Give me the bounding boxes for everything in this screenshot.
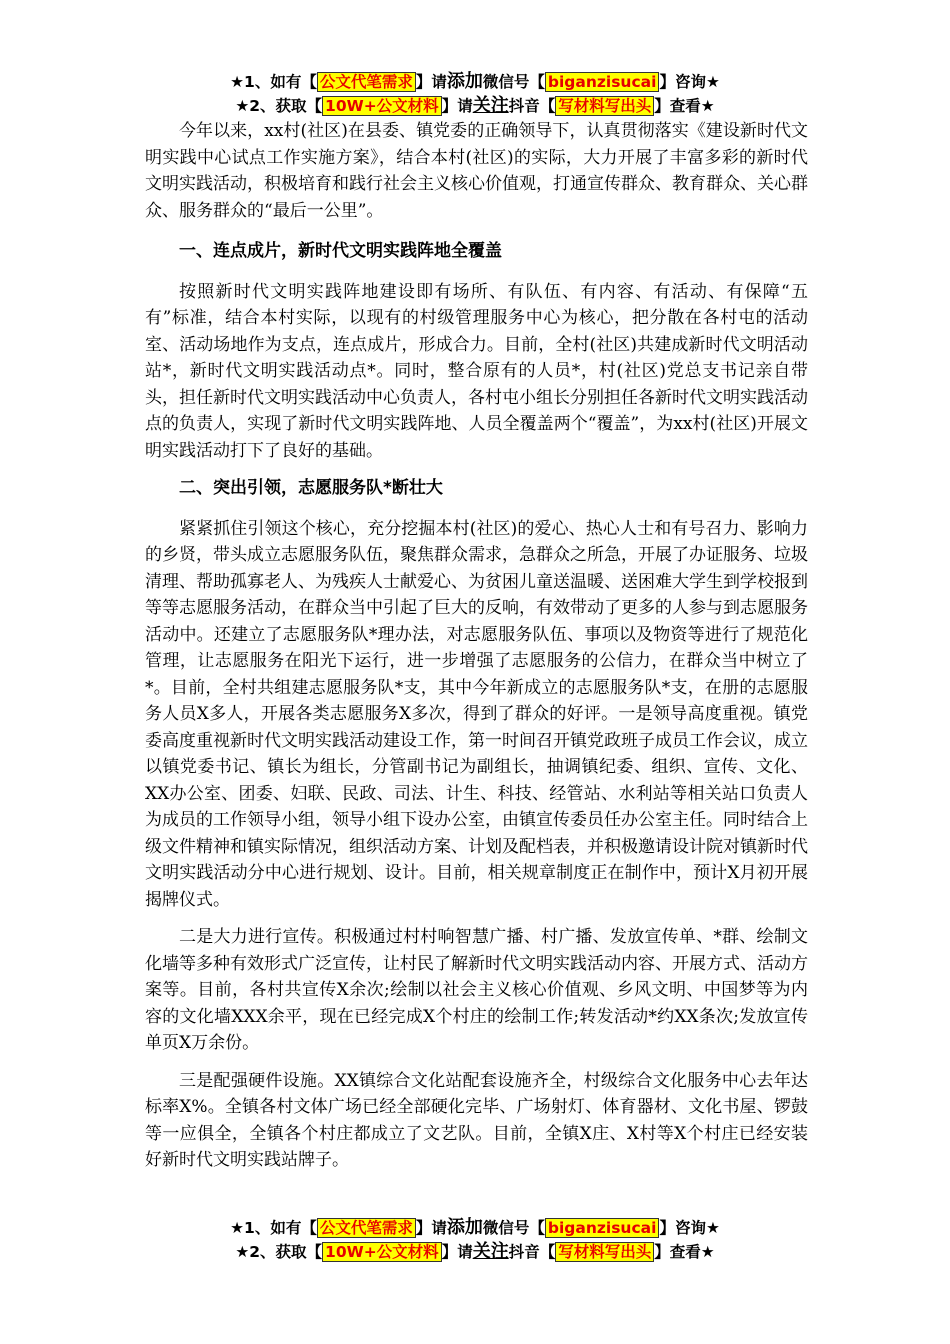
promo-highlight-materials: 10W+公文材料 [322, 1242, 442, 1262]
promo-banner-bottom [0, 1216, 950, 1264]
section-heading-2: 二、突出引领，志愿服务队*断壮大 [179, 478, 443, 498]
promo-text: 微信号【 [482, 73, 545, 91]
promo-highlight-service: 公文代笔需求 [317, 1218, 416, 1238]
promo-emphasis: 关注 [472, 95, 509, 116]
body-paragraph-4: 三是配强硬件设施。XX镇综合文化站配套设施齐全，村级综合文化服务中心去年达标率X%。全镇各村文体广场已经全部硬化完毕、广场射灯、体育器材、文化书屋、锣鼓等一应俱全，全镇各个村庄都成立了文艺队。目前，全镇X庄、X村等X个村庄已经安装好新时代文明实践站牌子。 [145, 1070, 808, 1170]
promo-text: 抖音【 [508, 97, 556, 115]
body-paragraph-1: 按照新时代文明实践阵地建设即有场所、有队伍、有内容、有活动、有保障“五有”标准，结合本村实际，以现有的村级管理服务中心为核心，把分散在各村屯的活动室、活动场地作为支点，连点成片，形成合力。目前，全村(社区)共建成新时代文明活动站*，新时代文明实践活动点*。同时，整合原有的人员*，村(社区)党总支书记亲自带头，担任新时代文明实践活动中心负责人，各村屯小组长分别担任各新时代文明实践活动点的负责人，实现了新时代文明实践阵地、人员全覆盖两个“覆盖”，为xx村(社区)开展文明实践活动打下了良好的基础。 [145, 281, 808, 461]
promo-text: ★1、如有【 [230, 73, 317, 91]
promo-text: 】咨询★ [659, 1219, 720, 1237]
promo-text: ★1、如有【 [230, 1219, 317, 1237]
promo-text: ★2、获取【 [235, 1243, 323, 1261]
promo-line-2 [0, 94, 950, 118]
promo-text: 】咨询★ [659, 73, 720, 91]
promo-highlight-douyin: 写材料写出头 [555, 96, 654, 116]
promo-emphasis: 关注 [472, 1241, 509, 1262]
promo-line-1 [0, 1216, 950, 1240]
promo-highlight-service: 公文代笔需求 [317, 72, 416, 92]
body-paragraph-3: 二是大力进行宣传。积极通过村村响智慧广播、村广播、发放宣传单、*群、绘制文化墙等多种有效形式广泛宣传，让村民了解新时代文明实践活动内容、开展方式、活动方案等。目前，各村共宣传X余次;绘制以社会主义核心价值观、乡风文明、中国梦等为内容的文化墙XXX余平，现在已经完成X个村庄的绘制工作;转发活动*约XX条次;发放宣传单页X万余份。 [145, 927, 808, 1053]
promo-line-2 [0, 1240, 950, 1264]
document-body [145, 118, 808, 1185]
intro-paragraph: 今年以来，xx村(社区)在县委、镇党委的正确领导下，认真贯彻落实《建设新时代文明实践中心试点工作实施方案》，结合本村(社区)的实际，大力开展了丰富多彩的新时代文明实践活动，积极培育和践行社会主义核心价值观，打通宣传群众、教育群众、关心群众、服务群众的“最后一公里”。 [145, 121, 808, 221]
promo-text: 】请 [415, 73, 447, 91]
promo-highlight-wechat-id: biganzisucai [545, 72, 660, 92]
promo-text: 抖音【 [508, 1243, 556, 1261]
promo-line-1 [0, 70, 950, 94]
promo-text: 】请 [441, 1243, 473, 1261]
promo-emphasis: 添加 [446, 71, 483, 92]
promo-text: ★2、获取【 [235, 97, 323, 115]
promo-highlight-materials: 10W+公文材料 [322, 96, 442, 116]
promo-text: 微信号【 [482, 1219, 545, 1237]
promo-emphasis: 添加 [446, 1217, 483, 1238]
promo-banner-top [0, 70, 950, 118]
section-heading-1: 一、连点成片，新时代文明实践阵地全覆盖 [179, 241, 502, 261]
promo-highlight-douyin: 写材料写出头 [555, 1242, 654, 1262]
promo-highlight-wechat-id: biganzisucai [545, 1218, 660, 1238]
promo-text: 】请 [415, 1219, 447, 1237]
body-paragraph-2: 紧紧抓住引领这个核心，充分挖掘本村(社区)的爱心、热心人士和有号召力、影响力的乡贤，带头成立志愿服务队伍，聚焦群众需求，急群众之所急，开展了办证服务、垃圾清理、帮助孤寡老人、为残疾人士献爱心、为贫困儿童送温暖、送困难大学生到学校报到等等志愿服务活动，在群众当中引起了巨大的反响，有效带动了更多的人参与到志愿服务活动中。还建立了志愿服务队*理办法，对志愿服务队伍、事项以及物资等进行了规范化管理，让志愿服务在阳光下运行，进一步增强了志愿服务的公信力，在群众当中树立了*。目前，全村共组建志愿服务队*支，其中今年新成立的志愿服务队*支，在册的志愿服务人员X多人，开展各类志愿服务X多次，得到了群众的好评。一是领导高度重视。镇党委高度重视新时代文明实践活动建设工作，第一时间召开镇党政班子成员工作会议，成立以镇党委书记、镇长为组长，分管副书记为副组长，抽调镇纪委、组织、宣传、文化、XX办公室、团委、妇联、民政、司法、计生、科技、经管站、水利站等相关站口负责人为成员的工作领导小组，领导小组下设办公室，由镇宣传委员任办公室主任。同时结合上级文件精神和镇实际情况，组织活动方案、计划及配档表，并积极邀请设计院对镇新时代文明实践活动分中心进行规划、设计。目前，相关规章制度正在制作中，预计X月初开展揭牌仪式。 [145, 518, 808, 910]
promo-text: 】查看★ [654, 97, 715, 115]
promo-text: 】查看★ [654, 1243, 715, 1261]
promo-text: 】请 [441, 97, 473, 115]
